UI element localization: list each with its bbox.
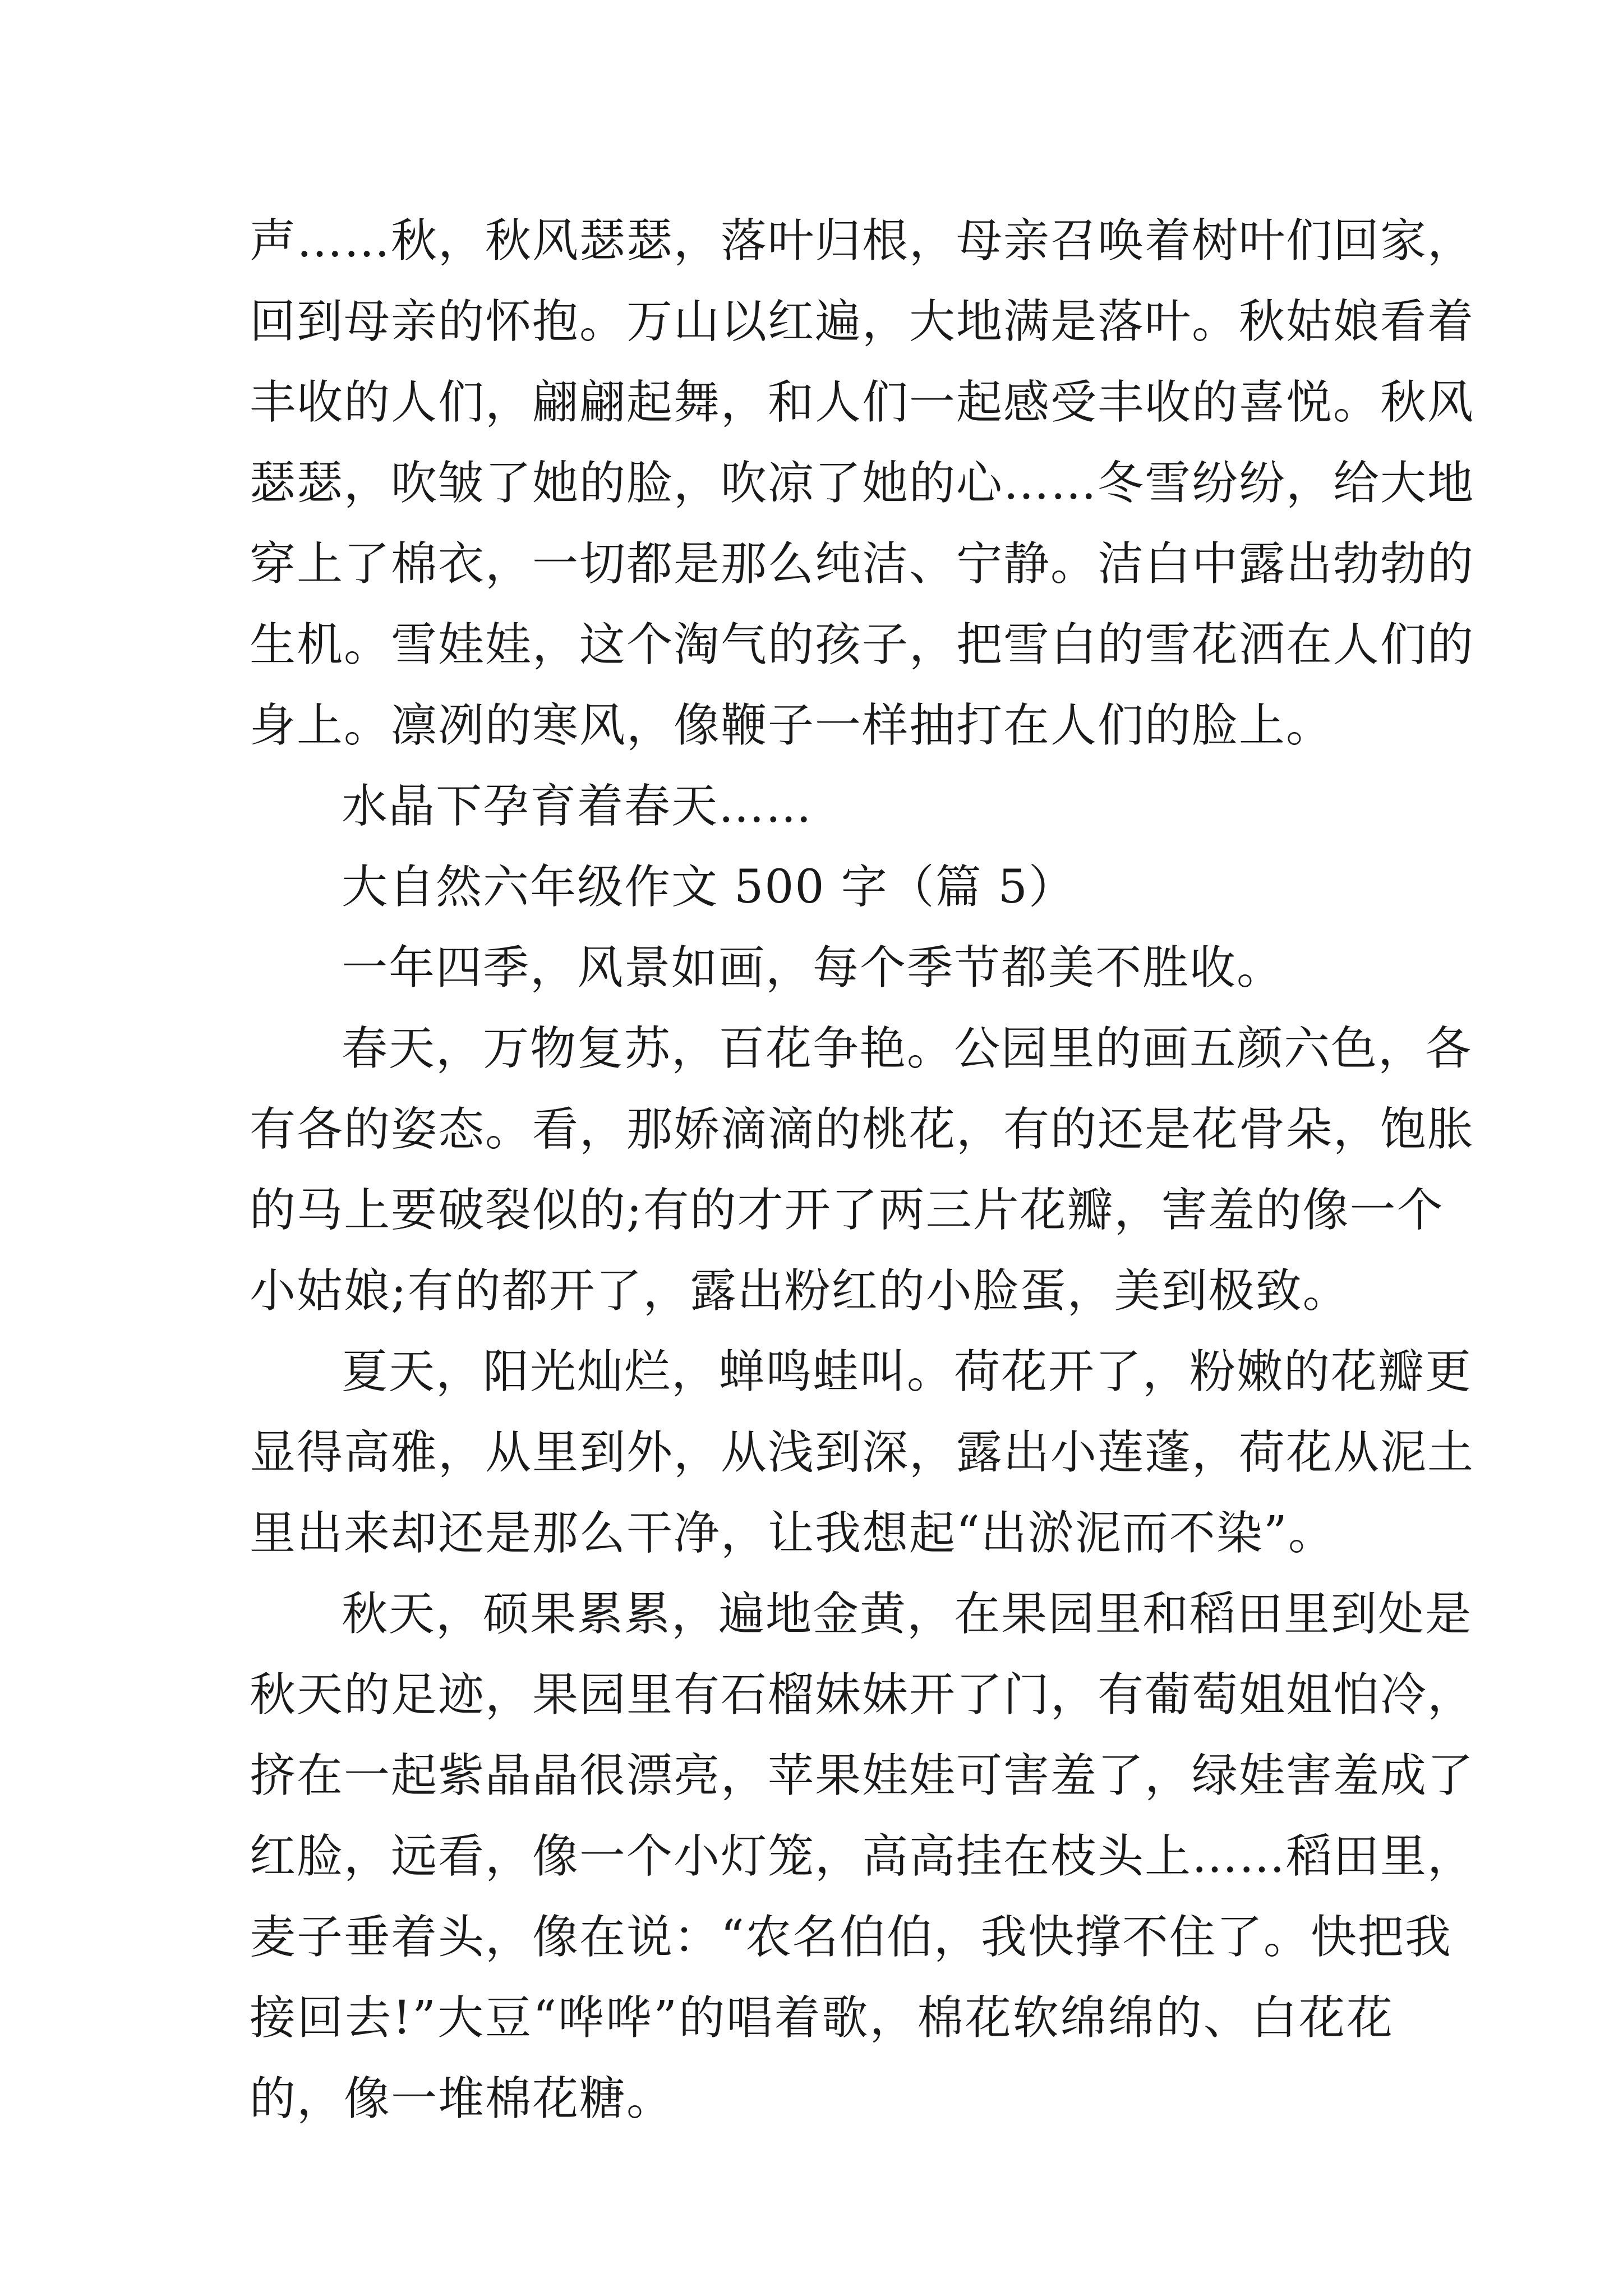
text-line: 小姑娘;有的都开了，露出粉红的小脸蛋，美到极致。 (250, 1264, 1350, 1318)
text-line: 回到母亲的怀抱。万山以红遍，大地满是落叶。秋姑娘看着 (250, 295, 1475, 348)
text-line: 显得高雅，从里到外，从浅到深，露出小莲蓬，荷花从泥土 (250, 1426, 1475, 1479)
text-line: 红脸，远看，像一个小灯笼，高高挂在枝头上……稻田里， (250, 1830, 1475, 1883)
paragraph-line: 一年四季，风景如画，每个季节都美不胜收。 (342, 941, 1284, 995)
text-line: 挤在一起紫晶晶很漂亮，苹果娃娃可害羞了，绿娃害羞成了 (250, 1749, 1475, 1802)
text-line: 秋天的足迹，果园里有石榴妹妹开了门，有葡萄姐姐怕冷， (250, 1668, 1475, 1722)
section-title: 大自然六年级作文 500 字（篇 5） (342, 861, 1076, 914)
paragraph-line: 夏天，阳光灿烂，蝉鸣蛙叫。荷花开了，粉嫩的花瓣更 (342, 1345, 1473, 1398)
document-body (250, 201, 1475, 2139)
text-line: 丰收的人们，翩翩起舞，和人们一起感受丰收的喜悦。秋风 (250, 376, 1475, 429)
text-line: 穿上了棉衣，一切都是那么纯洁、宁静。洁白中露出勃勃的 (250, 537, 1475, 591)
paragraph-line: 水晶下孕育着春天…… (342, 780, 813, 833)
text-line: 声……秋，秋风瑟瑟，落叶归根，母亲召唤着树叶们回家， (250, 214, 1475, 268)
text-line: 的马上要破裂似的;有的才开了两三片花瓣，害羞的像一个 (250, 1184, 1444, 1237)
text-line: 身上。凛冽的寒风，像鞭子一样抽打在人们的脸上。 (250, 699, 1334, 752)
paragraph-line: 春天，万物复苏，百花争艳。公园里的画五颜六色，各 (342, 1022, 1473, 1075)
text-line: 有各的姿态。看，那娇滴滴的桃花，有的还是花骨朵，饱胀 (250, 1103, 1475, 1156)
text-line: 接回去!”大豆“哗哗”的唱着歌，棉花软绵绵的、白花花 (250, 1991, 1394, 2045)
text-line: 的，像一堆棉花糖。 (250, 2072, 674, 2125)
paragraph-line: 秋天，硕果累累，遍地金黄，在果园里和稻田里到处是 (342, 1588, 1473, 1641)
text-line: 瑟瑟，吹皱了她的脸，吹凉了她的心……冬雪纷纷，给大地 (250, 457, 1475, 510)
text-line: 生机。雪娃娃，这个淘气的孩子，把雪白的雪花洒在人们的 (250, 618, 1475, 671)
text-line: 里出来却还是那么干净，让我想起“出淤泥而不染”。 (250, 1507, 1335, 1560)
text-line: 麦子垂着头，像在说：“农名伯伯，我快撑不住了。快把我 (250, 1911, 1452, 1964)
